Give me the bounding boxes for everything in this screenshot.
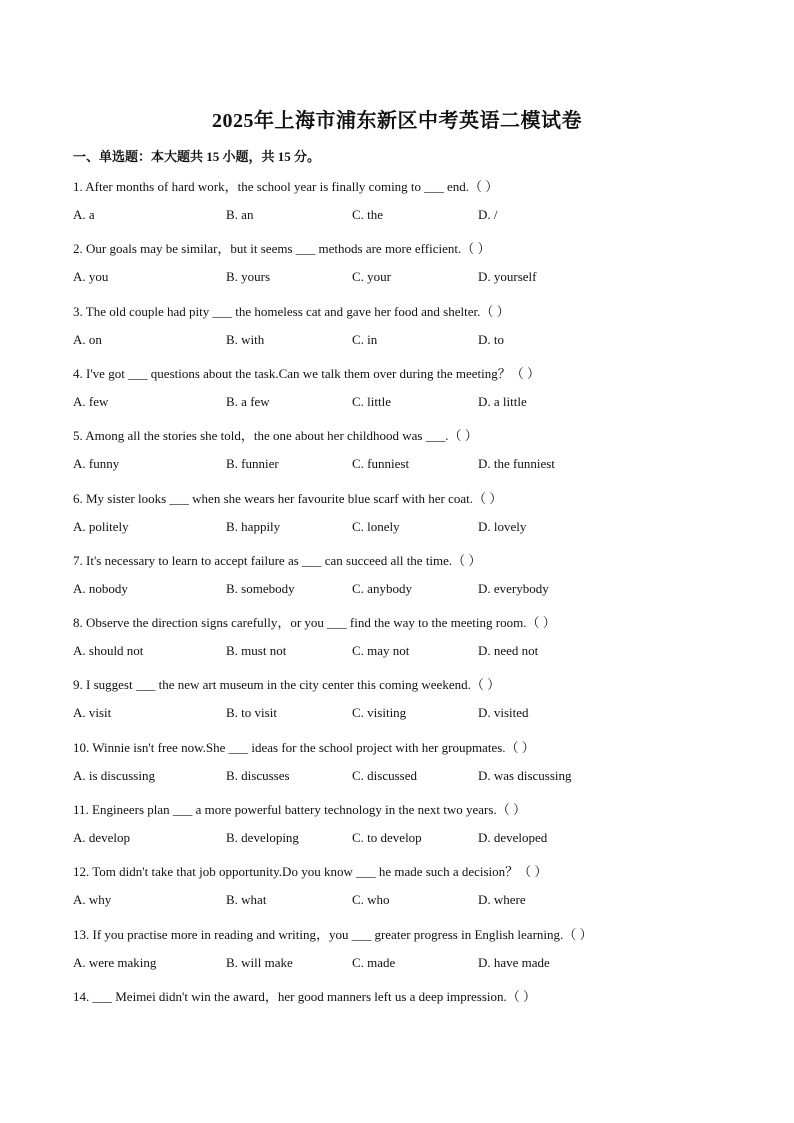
- option-d: D. to: [478, 331, 504, 347]
- option-a: A. a: [73, 207, 95, 222]
- page-title: 2025年上海市浦东新区中考英语二模试卷: [212, 110, 582, 132]
- option-d: D. the funniest: [478, 456, 555, 472]
- question-2: 2. Our goals may be similar，but it seems ___ methods are more efficient.（ ）: [73, 241, 491, 257]
- question-9: 9. I suggest ___ the new art museum in the city center this coming weekend.（ ）: [73, 677, 501, 693]
- options-row: [73, 519, 753, 539]
- question-12: 12. Tom didn't take that job opportunity.Do you know ___ he made such a decision？（ ）: [73, 864, 548, 880]
- option-c: C. made: [352, 954, 396, 970]
- option-c: C. who: [352, 892, 390, 908]
- options-row: [73, 705, 753, 725]
- options-row: [73, 394, 753, 414]
- option-d: D. need not: [478, 643, 539, 659]
- question-5: 5. Among all the stories she told，the one about her childhood was ___.（ ）: [73, 428, 478, 444]
- question-11: 11. Engineers plan ___ a more powerful battery technology in the next two years.（ ）: [73, 802, 526, 817]
- option-a: A. is discussing: [73, 767, 155, 783]
- option-c: C. visiting: [352, 705, 407, 721]
- question-10: 10. Winnie isn't free now.She ___ ideas for the school project with her groupmates.（ ）: [73, 739, 535, 755]
- option-d: D. lovely: [478, 518, 527, 534]
- option-a: A. you: [73, 269, 109, 285]
- option-b: B. must not: [226, 643, 287, 659]
- options-row: [73, 207, 753, 227]
- options-row: [73, 643, 753, 663]
- option-b: B. somebody: [226, 580, 295, 596]
- options-row: [73, 332, 753, 352]
- options-row: [73, 456, 753, 476]
- option-d: D. /: [478, 207, 498, 222]
- options-row: [73, 892, 753, 912]
- option-d: D. yourself: [478, 269, 537, 285]
- question-6: 6. My sister looks ___ when she wears her favourite blue scarf with her coat.（ ）: [73, 490, 503, 506]
- option-c: C. lonely: [352, 518, 400, 534]
- option-a: A. nobody: [73, 580, 128, 596]
- options-row: [73, 955, 753, 975]
- option-d: D. everybody: [478, 580, 549, 596]
- option-a: A. funny: [73, 456, 120, 472]
- option-a: A. few: [73, 393, 109, 409]
- option-d: D. developed: [478, 830, 548, 845]
- option-b: B. what: [226, 892, 267, 908]
- question-4: 4. I've got ___ questions about the task.Can we talk them over during the meeting？（ ）: [73, 365, 541, 381]
- option-b: B. a few: [226, 393, 270, 409]
- option-c: C. in: [352, 331, 378, 347]
- option-b: B. an: [226, 207, 254, 222]
- option-b: B. developing: [226, 830, 299, 845]
- option-b: B. yours: [226, 269, 271, 285]
- option-d: D. have made: [478, 954, 550, 970]
- question-3: 3. The old couple had pity ___ the homeless cat and gave her food and shelter.（ ）: [73, 303, 510, 319]
- option-d: D. was discussing: [478, 767, 572, 783]
- option-c: C. to develop: [352, 830, 422, 845]
- option-c: C. funniest: [352, 456, 410, 472]
- option-b: B. happily: [226, 518, 281, 534]
- options-row: [73, 581, 753, 601]
- option-a: A. on: [73, 331, 102, 347]
- section-heading: 一、单选题：本大题共 15 小题，共 15 分。: [73, 149, 321, 164]
- option-b: B. to visit: [226, 705, 277, 721]
- option-a: A. visit: [73, 705, 112, 721]
- options-row: [73, 768, 753, 788]
- option-b: B. will make: [226, 954, 293, 970]
- option-c: C. your: [352, 269, 391, 285]
- option-b: B. discusses: [226, 767, 290, 783]
- option-a: A. were making: [73, 954, 157, 970]
- option-a: A. should not: [73, 643, 144, 659]
- question-8: 8. Observe the direction signs carefully，or you ___ find the way to the meeting room.（ ）: [73, 615, 556, 631]
- option-d: D. a little: [478, 393, 527, 409]
- options-row: [73, 830, 753, 850]
- option-d: D. where: [478, 892, 526, 908]
- option-d: D. visited: [478, 705, 529, 721]
- option-c: C. the: [352, 207, 384, 222]
- question-7: 7. It's necessary to learn to accept failure as ___ can succeed all the time.（ ）: [73, 552, 482, 568]
- option-b: B. with: [226, 331, 265, 347]
- option-c: C. discussed: [352, 767, 417, 783]
- option-c: C. may not: [352, 643, 410, 659]
- question-13: 13. If you practise more in reading and writing，you ___ greater progress in English learning.（ ）: [73, 926, 593, 942]
- option-a: A. develop: [73, 830, 131, 845]
- question-14: 14. ___ Meimei didn't win the award，her good manners left us a deep impression.（ ）: [73, 988, 537, 1004]
- option-a: A. why: [73, 892, 112, 908]
- option-b: B. funnier: [226, 456, 279, 472]
- option-c: C. anybody: [352, 580, 412, 596]
- options-row: [73, 269, 753, 289]
- option-a: A. politely: [73, 518, 129, 534]
- question-1: 1. After months of hard work，the school year is finally coming to ___ end.（ ）: [73, 179, 499, 194]
- option-c: C. little: [352, 393, 391, 409]
